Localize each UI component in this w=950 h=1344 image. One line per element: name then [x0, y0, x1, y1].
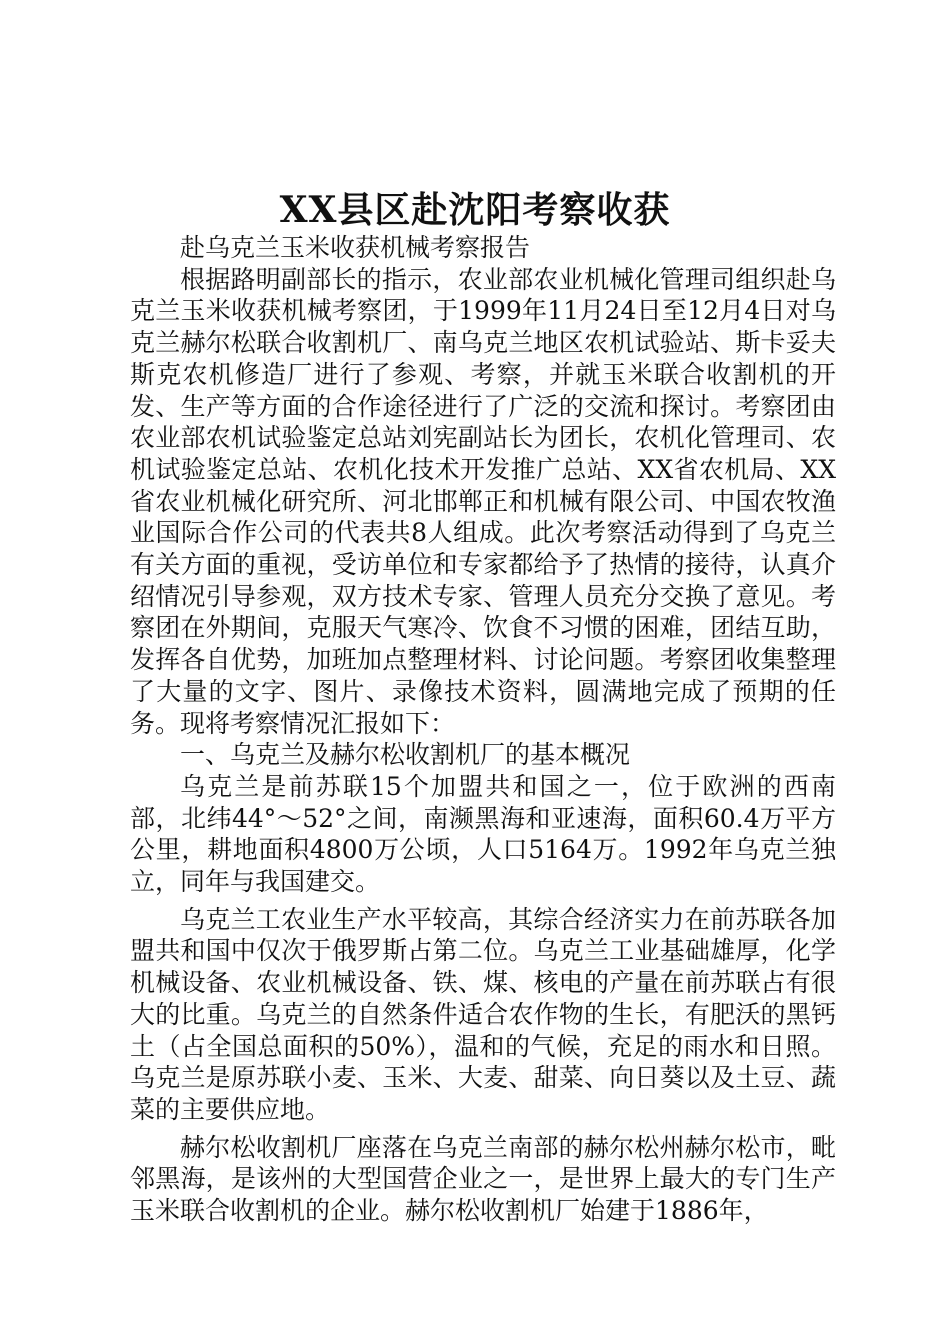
section-heading: 一、乌克兰及赫尔松收割机厂的基本概况 [180, 740, 631, 770]
report-subtitle: 赴乌克兰玉米收获机械考察报告 [180, 233, 531, 262]
body-paragraph: 乌克兰是前苏联15个加盟共和国之一，位于欧洲的西南部，北纬44°～52°之间，南濒黑海和亚速海，面积60.4万平方公里，耕地面积4800万公顷，人口5164万。1992年乌克兰独立，同年与我国建交。 [130, 771, 836, 897]
document-title: XX县区赴沈阳考察收获 [279, 189, 671, 231]
body-paragraph: 乌克兰工农业生产水平较高，其综合经济实力在前苏联各加盟共和国中仅次于俄罗斯占第二位。乌克兰工业基础雄厚，化学机械设备、农业机械设备、铁、煤、核电的产量在前苏联占有很大的比重。乌克兰的自然条件适合农作物的生长，有肥沃的黑钙土（占全国总面积的50%），温和的气候，充足的雨水和日照。乌克兰是原苏联小麦、玉米、大麦、甜菜、向日葵以及土豆、蔬菜的主要供应地。 [130, 904, 836, 1124]
document-body [130, 232, 836, 1227]
body-paragraph: 根据路明副部长的指示，农业部农业机械化管理司组织赴乌克兰玉米收获机械考察团，于1999年11月24日至12月4日对乌克兰赫尔松联合收割机厂、南乌克兰地区农机试验站、斯卡妥夫斯克农机修造厂进行了参观、考察，并就玉米联合收割机的开发、生产等方面的合作途径进行了广泛的交流和探讨。考察团由农业部农机试验鉴定总站刘宪副站长为团长，农机化管理司、农机试验鉴定总站、农机化技术开发推广总站、XX省农机局、XX省农业机械化研究所、河北邯郸正和机械有限公司、中国农牧渔业国际合作公司的代表共8人组成。此次考察活动得到了乌克兰有关方面的重视，受访单位和专家都给予了热情的接待，认真介绍情况引导参观，双方技术专家、管理人员充分交换了意见。考察团在外期间，克服天气寒冷、饮食不习惯的困难，团结互助，发挥各自优势，加班加点整理材料、讨论问题。考察团收集整理了大量的文字、图片、录像技术资料，圆满地完成了预期的任务。现将考察情况汇报如下： [130, 264, 836, 738]
body-paragraph: 赫尔松收割机厂座落在乌克兰南部的赫尔松州赫尔松市，毗邻黑海，是该州的大型国营企业之一，是世界上最大的专门生产玉米联合收割机的企业。赫尔松收割机厂始建于1886年， [130, 1132, 836, 1226]
